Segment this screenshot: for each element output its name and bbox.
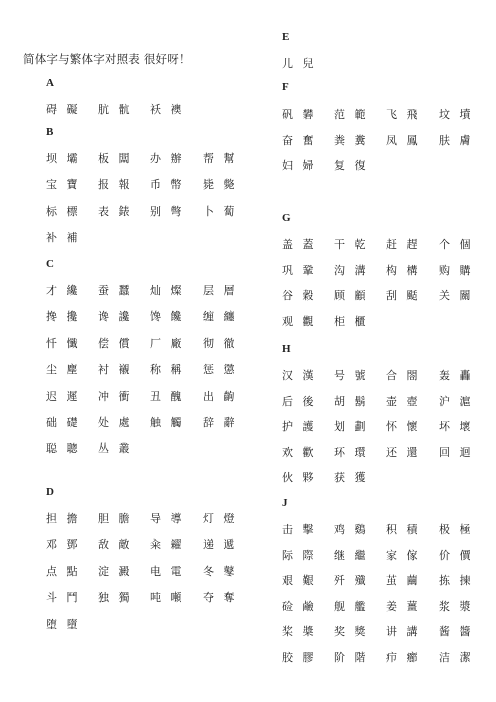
- section-letter-g: G: [282, 212, 291, 224]
- character-pair: 击 擊: [282, 523, 317, 536]
- character-row: [0, 361, 248, 377]
- character-pair: 袄 襖: [150, 103, 185, 116]
- character-pair: 板 闆: [98, 152, 133, 165]
- character-pair: 彻 徹: [203, 336, 238, 350]
- character-pair: 桨 槳: [282, 625, 317, 638]
- character-pair: 宝 寶: [46, 178, 81, 192]
- character-row: [248, 418, 496, 434]
- character-pair: 艰 艱: [282, 574, 317, 587]
- character-pair: 酱 醬: [439, 625, 474, 638]
- character-pair: 报 報: [98, 178, 133, 192]
- character-row: [0, 616, 248, 632]
- character-pair: 肮 骯: [98, 103, 133, 116]
- character-row: [0, 203, 248, 219]
- character-row: [248, 367, 496, 383]
- character-pair: 沪 滬: [439, 394, 474, 408]
- character-pair: 怀 懷: [386, 420, 421, 433]
- character-pair: 姜 薑: [386, 599, 421, 613]
- character-pair: 标 標: [46, 204, 81, 218]
- character-pair: 购 購: [439, 263, 474, 277]
- character-pair: 拣 揀: [439, 574, 474, 587]
- character-row: [248, 287, 496, 303]
- character-pair: 舰 艦: [334, 599, 369, 613]
- character-pair: 灿 燦: [150, 284, 185, 297]
- character-pair: 合 閤: [386, 369, 421, 382]
- character-pair: 搀 攙: [46, 310, 81, 324]
- character-pair: 粪 糞: [334, 133, 369, 147]
- character-pair: 忏 懺: [46, 336, 81, 350]
- character-pair: 汉 漢: [282, 369, 317, 382]
- character-pair: 馋 饞: [150, 310, 185, 324]
- section-letter-c: C: [46, 258, 54, 270]
- section-letter-f: F: [282, 81, 289, 93]
- character-pair: 坟 墳: [439, 108, 474, 121]
- character-pair: 伙 夥: [282, 471, 317, 484]
- character-pair: 础 礎: [46, 416, 81, 429]
- character-pair: 复 復: [334, 159, 369, 172]
- character-row: [248, 157, 496, 173]
- character-pair: 洁 潔: [439, 650, 474, 664]
- character-pair: 办 辦: [150, 152, 185, 165]
- character-row: [0, 589, 248, 605]
- character-row: [0, 150, 248, 166]
- character-pair: 浆 漿: [439, 599, 474, 613]
- character-pair: 积 積: [386, 523, 421, 536]
- character-pair: 矾 礬: [282, 108, 317, 121]
- character-row: [248, 393, 496, 409]
- character-row: [0, 176, 248, 192]
- character-row: [248, 106, 496, 122]
- character-pair: 飞 飛: [386, 108, 421, 121]
- character-pair: 价 價: [439, 548, 474, 562]
- character-pair: 淀 澱: [98, 564, 133, 578]
- character-row: [0, 229, 248, 245]
- character-pair: 疖 癤: [386, 650, 421, 664]
- character-pair: 获 獲: [334, 471, 369, 484]
- character-pair: 讲 講: [386, 625, 421, 638]
- character-pair: 硷 鹼: [282, 599, 317, 613]
- section-letter-b: B: [46, 126, 54, 138]
- character-pair: 极 極: [439, 523, 474, 536]
- character-pair: 敌 敵: [98, 538, 133, 552]
- character-pair: 护 護: [282, 420, 317, 433]
- section-letter-a: A: [46, 77, 54, 89]
- character-row: [0, 563, 248, 579]
- character-pair: 儿 兒: [282, 57, 317, 70]
- character-pair: 吨 噸: [150, 591, 185, 605]
- character-pair: 谗 讒: [98, 310, 133, 324]
- character-row: [248, 313, 496, 329]
- character-pair: 称 稱: [150, 363, 185, 377]
- character-pair: 堕 墮: [46, 617, 81, 631]
- character-pair: 顾 顧: [334, 289, 369, 302]
- character-pair: 凤 鳳: [386, 133, 421, 147]
- character-pair: 冬 鼕: [203, 564, 238, 578]
- character-pair: 表 錶: [98, 204, 133, 218]
- character-pair: 胡 鬍: [334, 394, 369, 408]
- character-pair: 观 觀: [282, 314, 317, 328]
- character-pair: 夺 奪: [203, 591, 238, 605]
- character-row: [248, 236, 496, 252]
- character-pair: 触 觸: [150, 416, 185, 429]
- character-pair: 处 處: [98, 416, 133, 429]
- character-pair: 丑 醜: [150, 389, 185, 403]
- character-pair: 壶 壺: [386, 394, 421, 408]
- character-pair: 尘 塵: [46, 363, 81, 377]
- character-pair: 环 環: [334, 445, 369, 459]
- character-row: [248, 469, 496, 485]
- character-pair: 构 構: [386, 263, 421, 277]
- character-pair: 偿 償: [98, 336, 133, 350]
- character-pair: 干 乾: [334, 238, 369, 251]
- character-row: [0, 101, 248, 117]
- character-pair: 电 電: [150, 564, 185, 578]
- character-pair: 胆 膽: [98, 512, 133, 525]
- character-pair: 币 幣: [150, 178, 185, 192]
- character-pair: 后 後: [282, 394, 317, 408]
- character-pair: 层 層: [203, 284, 238, 297]
- section-letter-j: J: [282, 497, 288, 509]
- character-row: [248, 623, 496, 639]
- character-pair: 柜 櫃: [334, 314, 369, 328]
- character-row: [248, 572, 496, 588]
- character-pair: 籴 糴: [150, 538, 185, 552]
- character-pair: 冲 衝: [98, 389, 133, 403]
- character-pair: 号 號: [334, 369, 369, 382]
- character-pair: 赶 趕: [386, 238, 421, 251]
- character-pair: 继 繼: [334, 548, 369, 562]
- character-pair: 际 際: [282, 548, 317, 562]
- character-pair: 导 導: [150, 512, 185, 525]
- character-pair: 出 齣: [203, 389, 238, 403]
- character-pair: 妇 婦: [282, 159, 317, 172]
- character-row: [248, 547, 496, 563]
- character-pair: 斗 鬥: [46, 591, 81, 605]
- character-row: [0, 282, 248, 298]
- character-pair: 厂 廠: [150, 336, 185, 350]
- character-pair: 蚕 蠶: [98, 284, 133, 297]
- character-pair: 关 關: [439, 289, 474, 302]
- character-row: [248, 649, 496, 665]
- character-pair: 沟 溝: [334, 263, 369, 277]
- character-row: [0, 440, 248, 456]
- character-pair: 坝 壩: [46, 152, 81, 165]
- character-row: [248, 598, 496, 614]
- character-pair: 担 擔: [46, 512, 81, 525]
- character-pair: 聪 聰: [46, 442, 81, 456]
- character-pair: 迟 遲: [46, 389, 81, 403]
- character-pair: 才 纔: [46, 284, 81, 297]
- character-pair: 轰 轟: [439, 369, 474, 382]
- character-pair: 缠 纏: [203, 310, 238, 324]
- character-pair: 丛 叢: [98, 442, 133, 456]
- character-row: [248, 521, 496, 537]
- character-row: [0, 335, 248, 351]
- character-pair: 阶 階: [334, 650, 369, 664]
- character-pair: 谷 穀: [282, 289, 317, 302]
- character-row: [248, 132, 496, 148]
- character-pair: 邓 鄧: [46, 538, 81, 552]
- section-letter-e: E: [282, 31, 290, 43]
- character-row: [248, 262, 496, 278]
- character-pair: 衬 襯: [98, 363, 133, 377]
- character-row: [0, 308, 248, 324]
- character-row: [0, 510, 248, 526]
- character-pair: 巩 鞏: [282, 263, 317, 277]
- character-pair: 毙 斃: [203, 178, 238, 192]
- section-letter-h: H: [282, 343, 291, 355]
- character-pair: 划 劃: [334, 420, 369, 433]
- character-pair: 奋 奮: [282, 133, 317, 147]
- character-pair: 辞 辭: [203, 416, 238, 429]
- character-pair: 鸡 鷄: [334, 523, 369, 536]
- character-pair: 补 補: [46, 231, 81, 245]
- character-pair: 家 傢: [386, 548, 421, 562]
- character-pair: 别 彆: [150, 204, 185, 218]
- character-pair: 欢 歡: [282, 445, 317, 459]
- character-pair: 点 點: [46, 564, 81, 578]
- character-pair: 碍 礙: [46, 103, 81, 116]
- character-row: [0, 388, 248, 404]
- character-pair: 个 個: [439, 238, 474, 251]
- character-pair: 还 還: [386, 445, 421, 459]
- character-row: [248, 55, 496, 71]
- character-pair: 卜 蔔: [203, 204, 238, 218]
- character-pair: 灯 燈: [203, 512, 238, 525]
- character-pair: 歼 殲: [334, 574, 369, 587]
- character-pair: 茧 繭: [386, 574, 421, 587]
- character-pair: 肤 膚: [439, 133, 474, 147]
- character-pair: 胶 膠: [282, 650, 317, 664]
- character-pair: 坏 壞: [439, 420, 474, 433]
- character-pair: 帮 幫: [203, 152, 238, 165]
- character-row: [248, 444, 496, 460]
- character-pair: 递 遞: [203, 538, 238, 552]
- page-title: 简体字与繁体字对照表 很好呀！: [23, 52, 191, 66]
- character-pair: 回 迴: [439, 445, 474, 459]
- character-pair: 独 獨: [98, 591, 133, 605]
- character-pair: 范 範: [334, 108, 369, 121]
- character-pair: 奖 獎: [334, 625, 369, 638]
- character-pair: 惩 懲: [203, 363, 238, 377]
- character-pair: 刮 颳: [386, 289, 421, 302]
- character-row: [0, 414, 248, 430]
- character-pair: 盖 蓋: [282, 238, 317, 251]
- character-row: [0, 536, 248, 552]
- section-letter-d: D: [46, 486, 54, 498]
